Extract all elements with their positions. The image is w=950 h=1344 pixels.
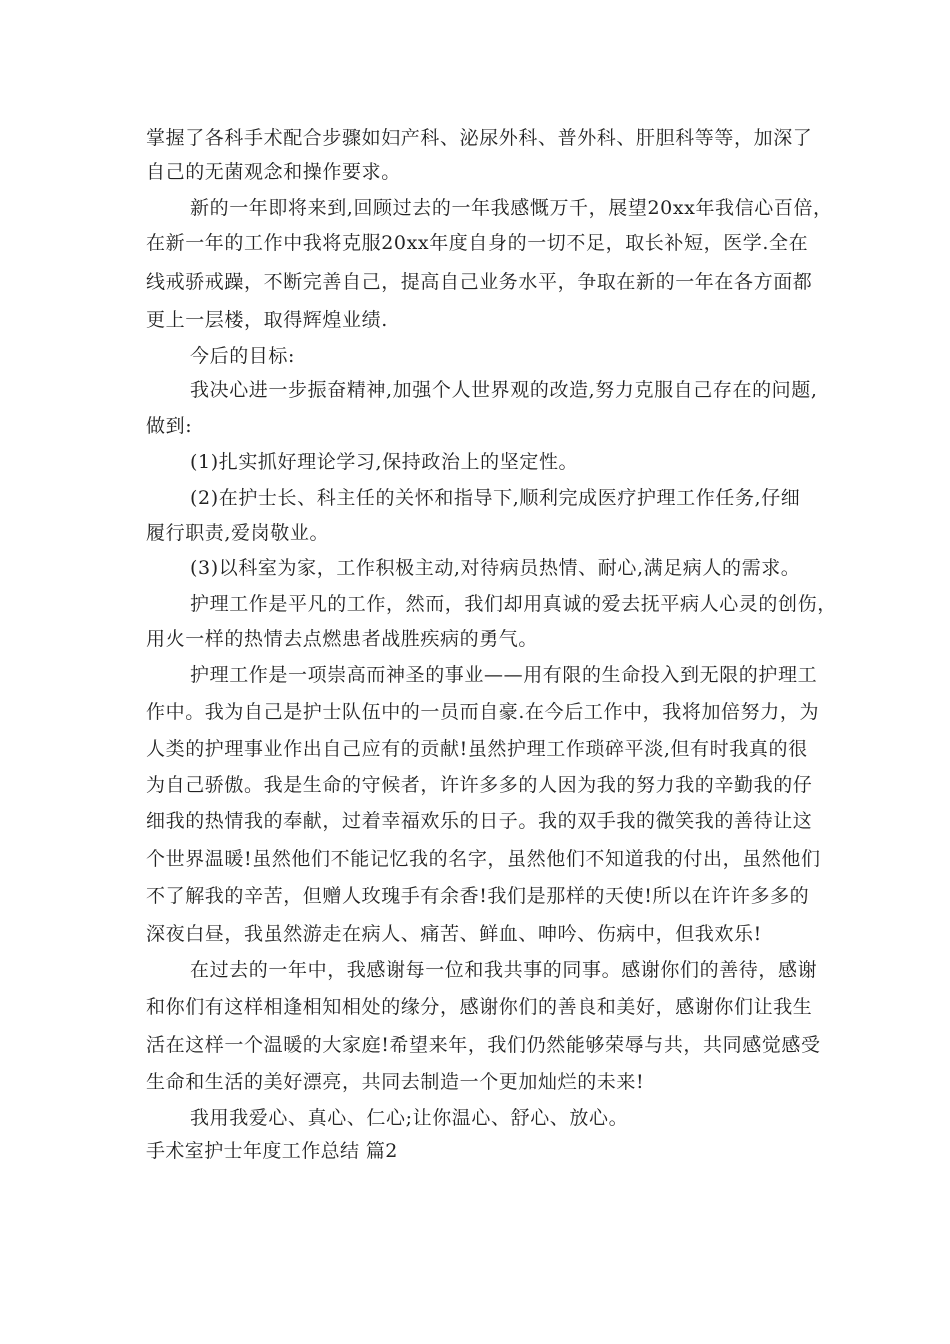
text-line: 个世界温暖!虽然他们不能记忆我的名字，虽然他们不知道我的付出，虽然他们: [146, 848, 821, 870]
text-line: 生命和生活的美好漂亮，共同去制造一个更加灿烂的未来!: [146, 1071, 645, 1093]
paragraph-start: 护理工作是一项崇高而神圣的事业——用有限的生命投入到无限的护理工: [190, 664, 818, 686]
text-line: 人类的护理事业作出自己应有的贡献!虽然护理工作琐碎平淡,但有时我真的很: [146, 738, 808, 760]
text-line: 和你们有这样相逢相知相处的缘分，感谢你们的善良和美好，感谢你们让我生: [146, 996, 813, 1018]
paragraph-start: 今后的目标:: [190, 345, 296, 367]
paragraph-start: 在过去的一年中，我感谢每一位和我共事的同事。感谢你们的善待，感谢: [190, 959, 818, 981]
text-line: 更上一层楼，取得辉煌业绩.: [146, 309, 388, 331]
text-line: 细我的热情我的奉献，过着幸福欢乐的日子。我的双手我的微笑我的善待让这: [146, 810, 813, 832]
paragraph-start: 我用我爱心、真心、仁心;让你温心、舒心、放心。: [190, 1107, 629, 1129]
text-line: 履行职责,爱岗敬业。: [146, 522, 330, 544]
list-item: (3)以科室为家，工作积极主动,对待病员热情、耐心,满足病人的需求。: [190, 557, 801, 579]
section-title: 手术室护士年度工作总结 篇2: [146, 1140, 398, 1162]
paragraph-start: 我决心进一步振奋精神,加强个人世界观的改造,努力克服自己存在的问题,: [190, 379, 818, 401]
paragraph-start: 新的一年即将来到,回顾过去的一年我感慨万千，展望20xx年我信心百倍，: [190, 197, 833, 219]
text-line: 做到:: [146, 415, 193, 437]
list-item: (1)扎实抓好理论学习,保持政治上的坚定性。: [190, 451, 579, 473]
text-line: 自己的无菌观念和操作要求。: [146, 161, 401, 183]
text-line: 活在这样一个温暖的大家庭!希望来年，我们仍然能够荣辱与共，共同感觉感受: [146, 1034, 821, 1056]
list-item: (2)在护士长、科主任的关怀和指导下,顺利完成医疗护理工作任务,仔细: [190, 487, 801, 509]
text-line: 线戒骄戒躁，不断完善自己，提高自己业务水平，争取在新的一年在各方面都: [146, 271, 813, 293]
text-line: 在新一年的工作中我将克服20xx年度自身的一切不足，取长补短，医学.全在: [146, 232, 809, 254]
text-line: 掌握了各科手术配合步骤如妇产科、泌尿外科、普外科、肝胆科等等，加深了: [146, 127, 813, 149]
paragraph-start: 护理工作是平凡的工作，然而，我们却用真诚的爱去抚平病人心灵的创伤，: [190, 593, 837, 615]
text-line: 不了解我的辛苦，但赠人玫瑰手有余香!我们是那样的天使!所以在许许多多的: [146, 885, 810, 907]
text-line: 作中。我为自己是护士队伍中的一员而自豪.在今后工作中，我将加倍努力，为: [146, 701, 820, 723]
text-line: 为自己骄傲。我是生命的守候者，许许多多的人因为我的努力我的辛勤我的仔: [146, 774, 813, 796]
text-line: 用火一样的热情去点燃患者战胜疾病的勇气。: [146, 628, 539, 650]
text-line: 深夜白昼，我虽然游走在病人、痛苦、鲜血、呻吟、伤病中，但我欢乐!: [146, 923, 762, 945]
